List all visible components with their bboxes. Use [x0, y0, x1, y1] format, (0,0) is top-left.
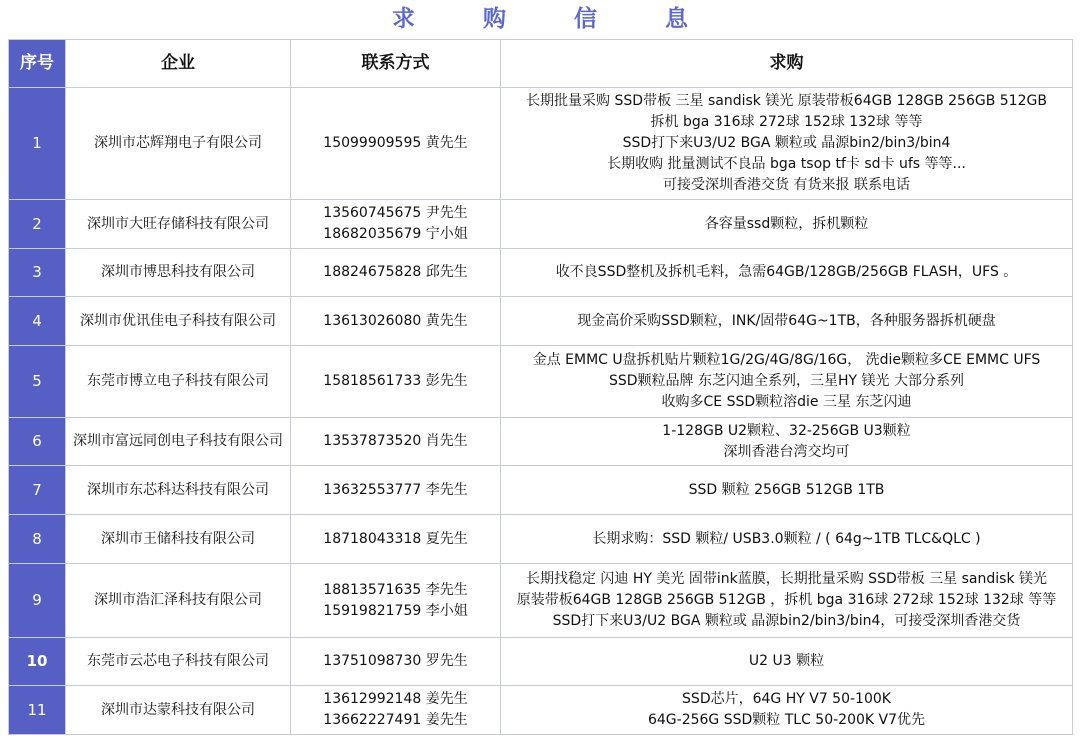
contact-line: 18824675828 邱先生 — [323, 264, 468, 280]
need-line: 拆机 bga 316球 272球 152球 132球 等等 — [650, 114, 923, 130]
row-contact — [291, 638, 501, 686]
need-line: U2 U3 颗粒 — [748, 653, 825, 669]
row-contact — [291, 564, 501, 638]
contact-line: 18682035679 宁小姐 — [323, 226, 468, 242]
row-need — [501, 200, 1073, 249]
row-need — [501, 418, 1073, 466]
contact-line: 13537873520 肖先生 — [323, 433, 468, 449]
row-company: 深圳市大旺存储科技有限公司 — [66, 200, 291, 249]
row-seq: 7 — [9, 466, 66, 515]
table-header-row — [9, 40, 1073, 88]
row-seq: 1 — [9, 88, 66, 200]
table-row — [9, 297, 1073, 346]
need-line: 深圳香港台湾交均可 — [723, 443, 850, 460]
header-contact: 联系方式 — [291, 40, 501, 88]
row-contact — [291, 515, 501, 564]
row-need — [501, 466, 1073, 515]
row-company: 东莞市云芯电子科技有限公司 — [66, 638, 291, 686]
contact-line: 13560745675 尹先生 — [323, 205, 468, 221]
contact-line: 18813571635 李先生 — [323, 581, 468, 598]
row-need — [501, 686, 1073, 735]
table-row — [9, 564, 1073, 638]
row-seq: 4 — [9, 297, 66, 346]
contact-line: 15099909595 黄先生 — [323, 135, 468, 151]
row-company: 深圳市浩汇泽科技有限公司 — [66, 564, 291, 638]
row-need — [501, 638, 1073, 686]
row-contact — [291, 88, 501, 200]
header-need: 求购 — [501, 40, 1073, 88]
need-line: 各容量ssd颗粒，拆机颗粒 — [704, 215, 869, 232]
row-need — [501, 88, 1073, 200]
need-line: 长期批量采购 SSD带板 三星 sandisk 镁光 原装带板64GB 128GB 256GB 512GB — [526, 93, 1047, 109]
row-contact — [291, 346, 501, 418]
row-contact — [291, 418, 501, 466]
need-line: SSD打下来U3/U2 BGA 颗粒或 晶源bin2/bin3/bin4，可接受深圳香港交货 — [552, 613, 1021, 629]
row-company: 深圳市芯辉翔电子有限公司 — [66, 88, 291, 200]
row-company: 深圳市达蒙科技有限公司 — [66, 686, 291, 735]
table-row — [9, 466, 1073, 515]
row-contact — [291, 297, 501, 346]
need-line: 金点 EMMC U盘拆机贴片颗粒1G/2G/4G/8G/16G， 洗die颗粒多CE EMMC UFS — [532, 352, 1041, 368]
row-contact — [291, 200, 501, 249]
need-line: 原装带板64GB 128GB 256GB 512GB ，拆机 bga 316球 272球 152球 132球 等等 — [516, 592, 1057, 608]
need-line: 长期收购 批量测试不良品 bga tsop tf卡 sd卡 ufs 等等... — [607, 156, 966, 172]
row-company: 深圳市东芯科达科技有限公司 — [66, 466, 291, 515]
row-contact — [291, 466, 501, 515]
need-line: 长期找稳定 闪迪 HY 美光 固带ink蓝膜，长期批量采购 SSD带板 三星 sandisk 镁光 — [525, 571, 1048, 587]
need-line: SSD颗粒品牌 东芝闪迪全系列，三星HY 镁光 大部分系列 — [609, 373, 964, 389]
row-seq: 2 — [9, 200, 66, 249]
need-line: SSD芯片，64G HY V7 50-100K — [682, 691, 891, 707]
contact-line: 18718043318 夏先生 — [323, 530, 468, 547]
table-row — [9, 638, 1073, 686]
need-line: 长期求购：SSD 颗粒/ USB3.0颗粒 / ( 64g~1TB TLC&QLC ) — [592, 530, 981, 547]
contact-line: 15919821759 李小姐 — [323, 602, 468, 619]
page-title: 求 购 信 息 — [391, 6, 719, 32]
contact-line: 13632553777 李先生 — [323, 481, 468, 498]
row-need — [501, 346, 1073, 418]
header-seq: 序号 — [9, 40, 66, 88]
need-line: 1-128GB U2颗粒、32-256GB U3颗粒 — [662, 422, 911, 439]
row-company: 深圳市富远同创电子科技有限公司 — [66, 418, 291, 466]
header-company: 企业 — [66, 40, 291, 88]
row-seq: 9 — [9, 564, 66, 638]
contact-line: 15818561733 彭先生 — [323, 373, 468, 389]
row-seq: 11 — [9, 686, 66, 735]
need-line: 64G-256G SSD颗粒 TLC 50-200K V7优先 — [647, 712, 926, 728]
row-seq: 6 — [9, 418, 66, 466]
row-need — [501, 297, 1073, 346]
row-need — [501, 249, 1073, 297]
contact-line: 13613026080 黄先生 — [323, 312, 468, 329]
table-row — [9, 418, 1073, 466]
purchase-table — [8, 39, 1073, 735]
need-line: 现金高价采购SSD颗粒，INK/固带64G~1TB，各种服务器拆机硬盘 — [577, 312, 996, 329]
need-line: 收购多CE SSD颗粒溶die 三星 东芝闪迪 — [661, 394, 912, 410]
row-contact — [291, 249, 501, 297]
need-line: SSD打下来U3/U2 BGA 颗粒或 晶源bin2/bin3/bin4 — [622, 135, 951, 151]
table-row — [9, 346, 1073, 418]
row-company: 东莞市博立电子科技有限公司 — [66, 346, 291, 418]
row-seq: 8 — [9, 515, 66, 564]
table-row — [9, 88, 1073, 200]
need-line: SSD 颗粒 256GB 512GB 1TB — [688, 481, 885, 498]
row-company: 深圳市王储科技有限公司 — [66, 515, 291, 564]
need-line: 可接受深圳香港交货 有货来报 联系电话 — [663, 177, 910, 193]
row-need — [501, 515, 1073, 564]
table-row — [9, 249, 1073, 297]
row-company: 深圳市优讯佳电子科技有限公司 — [66, 297, 291, 346]
row-contact — [291, 686, 501, 735]
row-seq: 3 — [9, 249, 66, 297]
table-row — [9, 686, 1073, 735]
table-row — [9, 515, 1073, 564]
need-line: 收不良SSD整机及拆机毛料，急需64GB/128GB/256GB FLASH，UFS 。 — [555, 264, 1018, 280]
contact-line: 13662227491 姜先生 — [323, 712, 468, 728]
row-need — [501, 564, 1073, 638]
table-row — [9, 200, 1073, 249]
row-company: 深圳市博思科技有限公司 — [66, 249, 291, 297]
contact-line: 13751098730 罗先生 — [323, 653, 468, 669]
row-seq: 10 — [9, 638, 66, 686]
row-seq: 5 — [9, 346, 66, 418]
contact-line: 13612992148 姜先生 — [323, 691, 468, 707]
